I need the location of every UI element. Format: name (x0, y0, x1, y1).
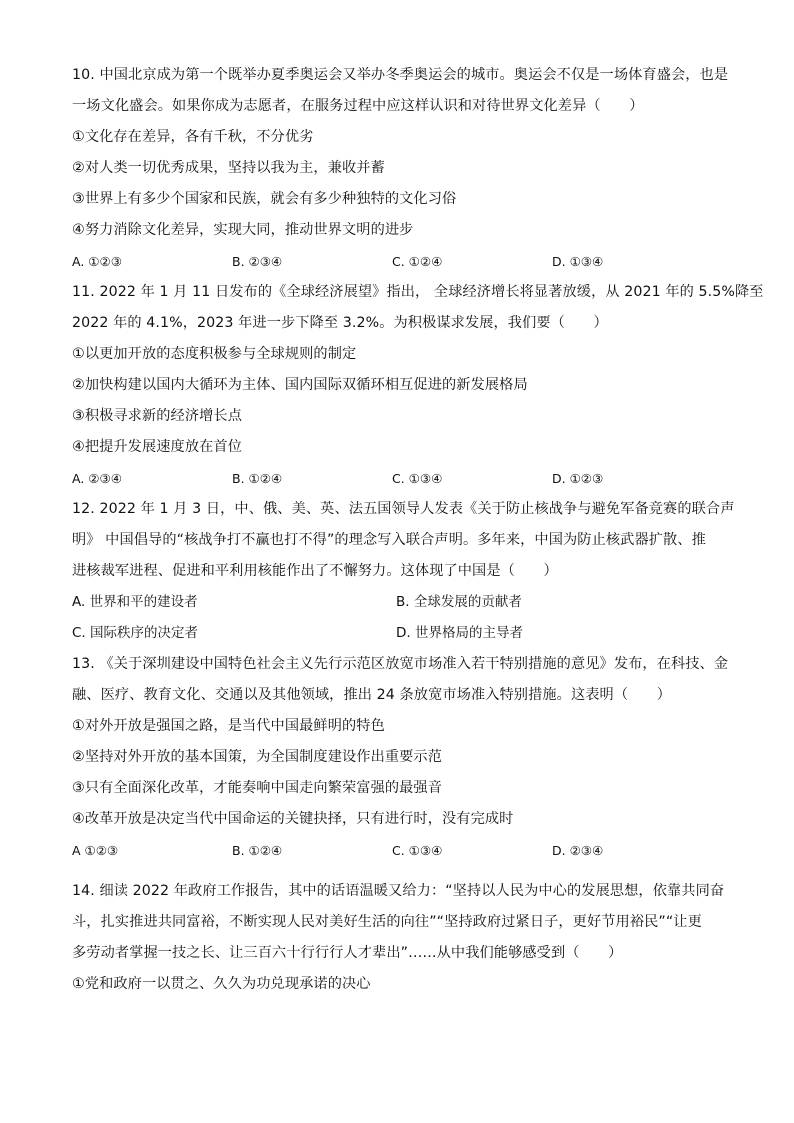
question-stem-line: 10. 中国北京成为第一个既举办夏季奥运会又举办冬季奥运会的城市。奥运会不仅是一场体育盛会，也是 (72, 67, 729, 83)
exam-page (72, 60, 764, 1000)
question-stem-line: 斗，扎实推进共同富裕，不断实现人民对美好生活的向往”“坚持政府过紧日子，更好节用裕民”“让更 (72, 914, 702, 930)
option-d: D. ②③④ (552, 843, 604, 858)
option-a: A. 世界和平的建设者 (72, 594, 198, 610)
question-stem-line: 2022 年的 4.1%，2023 年进一步下降至 3.2%。为积极谋求发展，我们要（ ） (72, 315, 608, 331)
question-stem-line: 13. 《关于深圳建设中国特色社会主义先行示范区放宽市场准入若干特别措施的意见》发布，在科技、金 (72, 656, 729, 672)
option-c: C. ①③④ (392, 471, 443, 486)
question-11 (72, 277, 764, 494)
answer-options (72, 463, 722, 494)
statement: ②对人类一切优秀成果，坚持以我为主，兼收并蓄 (72, 160, 385, 176)
statement: ③积极寻求新的经济增长点 (72, 408, 242, 424)
question-stem-line: 一场文化盛会。如果你成为志愿者，在服务过程中应这样认识和对待世界文化差异（ ） (72, 98, 644, 114)
option-b: B. ①②④ (232, 471, 283, 486)
option-b: B. 全球发展的贡献者 (396, 594, 522, 610)
statement: ④改革开放是决定当代中国命运的关键抉择，只有进行时，没有完成时 (72, 811, 514, 827)
statement: ①文化存在差异，各有千秋，不分优劣 (72, 129, 314, 145)
statement: ②加快构建以国内大循环为主体、国内国际双循环相互促进的新发展格局 (72, 377, 528, 393)
option-b: B. ①②④ (232, 843, 283, 858)
statement: ①对外开放是强国之路，是当代中国最鲜明的特色 (72, 718, 385, 734)
question-10 (72, 60, 729, 277)
question-stem-line: 14. 细读 2022 年政府工作报告，其中的话语温暖又给力：“坚持以人民为中心的发展思想，依靠共同奋 (72, 883, 725, 899)
statement: ①党和政府一以贯之、久久为功兑现承诺的决心 (72, 976, 371, 992)
answer-options (72, 246, 722, 277)
option-d: D. ①③④ (552, 254, 604, 269)
statement: ③世界上有多少个国家和民族，就会有多少种独特的文化习俗 (72, 191, 457, 207)
question-stem-line: 融、医疗、教育文化、交通以及其他领域，推出 24 条放宽市场准入特别措施。这表明（ ） (72, 687, 671, 703)
option-a: A. ②③④ (72, 471, 122, 486)
option-c: C. 国际秩序的决定者 (72, 625, 199, 641)
statement: ④把提升发展速度放在首位 (72, 439, 242, 455)
spacer (72, 866, 722, 876)
question-12 (72, 494, 735, 649)
answer-options-row (72, 618, 722, 649)
option-d: D. 世界格局的主导者 (396, 625, 523, 641)
question-13 (72, 649, 729, 866)
statement: ④努力消除文化差异，实现大同，推动世界文明的进步 (72, 222, 414, 238)
question-stem-line: 进核裁军进程、促进和平利用核能作出了不懈努力。这体现了中国是（ ） (72, 563, 558, 579)
question-stem-line: 12. 2022 年 1 月 3 日，中、俄、美、英、法五国领导人发表《关于防止核战争与避免军备竞赛的联合声 (72, 501, 735, 517)
option-b: B. ②③④ (232, 254, 283, 269)
answer-options (72, 835, 722, 866)
option-a: A ①②③ (72, 843, 119, 858)
question-stem-line: 明》 中国倡导的“核战争打不赢也打不得”的理念写入联合声明。多年来，中国为防止核武器扩散、推 (72, 532, 706, 548)
option-a: A. ①②③ (72, 254, 122, 269)
option-c: C. ①③④ (392, 843, 443, 858)
option-d: D. ①②③ (552, 471, 604, 486)
question-stem-line: 11. 2022 年 1 月 11 日发布的《全球经济展望》指出， 全球经济增长将显著放缓，从 2021 年的 5.5%降至 (72, 284, 764, 300)
answer-options-row (72, 587, 722, 618)
statement: ③只有全面深化改革，才能奏响中国走向繁荣富强的最强音 (72, 780, 443, 796)
question-14 (72, 876, 725, 1000)
statement: ②坚持对外开放的基本国策，为全国制度建设作出重要示范 (72, 749, 443, 765)
option-c: C. ①②④ (392, 254, 443, 269)
statement: ①以更加开放的态度积极参与全球规则的制定 (72, 346, 357, 362)
question-stem-line: 多劳动者掌握一技之长、让三百六十行行行人才辈出”……从中我们能够感受到（ ） (72, 945, 623, 961)
